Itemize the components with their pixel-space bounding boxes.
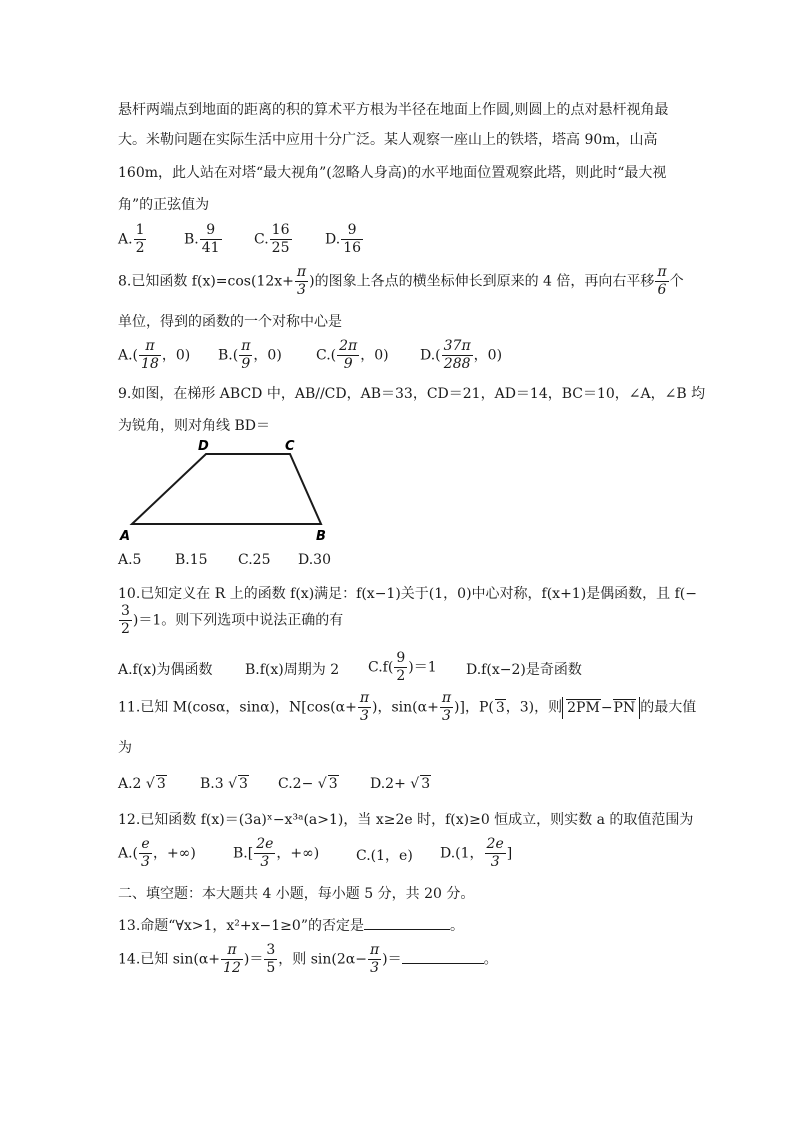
q10-option-d[interactable]: D.f(x−2)是奇函数: [466, 662, 582, 678]
q11-stem-line2: 为: [118, 740, 132, 756]
q9-option-c[interactable]: C.25: [238, 552, 271, 568]
q7-text-line3: 160m，此人站在对塔“最大视角”(忽略人身高)的水平地面位置观察此塔，则此时“最大视: [118, 165, 667, 181]
q11-option-b[interactable]: B.3 √ 3: [200, 776, 248, 792]
q8-stem-line1: 8.已知函数 f(x)=cos(12x+ $\frac{\pi}{3}$ )的图象上各点的横坐标伸长到原来的 4 倍，再向右平移 $\frac{\pi}{6}$ 个: [118, 264, 684, 298]
q9-trapezoid-figure: [118, 436, 328, 544]
q7-text-line4: 角”的正弦值为: [118, 197, 210, 213]
q7-option-d[interactable]: D. $\frac{9}{16}$: [325, 222, 362, 256]
q12-option-b[interactable]: B.[ $\frac{2e}{3}$ ，+∞): [233, 836, 320, 870]
q9-option-d[interactable]: D.30: [298, 552, 331, 568]
vector-abs-expression: 2PM−PN: [562, 697, 640, 719]
q8-option-a[interactable]: A.( $\frac{\pi}{18}$ ，0): [118, 338, 191, 372]
q13-answer-blank[interactable]: [364, 915, 450, 930]
vertex-label-a: A: [120, 529, 131, 544]
q12-option-c[interactable]: C.(1，e): [356, 848, 413, 864]
trapezoid-shape: [132, 454, 321, 524]
q13-stem: 13.命题“∀x>1，x²+x−1≥0”的否定是 。: [118, 915, 464, 936]
q8-stem-line2: 单位，得到的函数的一个对称中心是: [118, 314, 342, 330]
q9-option-a[interactable]: A.5: [118, 552, 142, 568]
q10-option-c[interactable]: C.f( $\frac{9}{2}$ )＝1: [368, 650, 437, 684]
q14-stem: 14.已知 sin(α+ $\frac{\pi}{12}$ )＝ $\frac{3}{5}$ ，则 sin(2α− $\frac{\pi}{3}$ )＝ 。: [118, 942, 498, 976]
q8-option-d[interactable]: D.( $\frac{37\pi}{288}$ ，0): [420, 338, 503, 372]
q7-option-b[interactable]: B. $\frac{9}{41}$: [184, 222, 220, 256]
vertex-label-c: C: [285, 439, 295, 454]
q8-option-c[interactable]: C.( $\frac{2\pi}{9}$ ，0): [316, 338, 389, 372]
q8-option-b[interactable]: B.( $\frac{\pi}{9}$ ，0): [218, 338, 282, 372]
q10-option-b[interactable]: B.f(x)周期为 2: [245, 662, 340, 678]
q9-stem-line2: 为锐角，则对角线 BD＝: [118, 418, 270, 434]
q12-option-d[interactable]: D.(1， $\frac{2e}{3}$ ]: [440, 836, 513, 870]
q10-stem-line2: $\frac{3}{2}$ )＝1。则下列选项中说法正确的有: [121, 603, 344, 637]
q7-option-c[interactable]: C. $\frac{16}{25}$: [254, 222, 290, 256]
q9-stem-line1: 9.如图，在梯形 ABCD 中，AB//CD，AB＝33，CD＝21，AD＝14，BC＝10，∠A，∠B 均: [118, 386, 706, 402]
q7-option-a[interactable]: A. $\frac{1}{2}$: [118, 222, 145, 256]
q10-stem-line1: 10.已知定义在 R 上的函数 f(x)满足：f(x−1)关于(1，0)中心对称，f(x+1)是偶函数，且 f(−: [118, 586, 697, 602]
section-2-heading: 二、填空题：本大题共 4 小题，每小题 5 分，共 20 分。: [118, 886, 475, 902]
q12-stem: 12.已知函数 f(x)＝(3a)ˣ−x³ᵃ(a>1)，当 x≥2e 时，f(x)≥0 恒成立，则实数 a 的取值范围为: [118, 812, 694, 828]
vertex-label-d: D: [198, 439, 209, 454]
q11-option-c[interactable]: C.2− √ 3: [278, 776, 338, 792]
q7-text-line2: 大。米勒问题在实际生活中应用十分广泛。某人观察一座山上的铁塔，塔高 90m，山高: [118, 132, 658, 148]
q7-text-line1: 悬杆两端点到地面的距离的积的算术平方根为半径在地面上作圆,则圆上的点对悬杆视角最: [118, 102, 669, 118]
q11-option-d[interactable]: D.2+ √ 3: [370, 776, 431, 792]
q10-option-a[interactable]: A.f(x)为偶函数: [118, 662, 213, 678]
q14-answer-blank[interactable]: [402, 949, 484, 964]
q9-option-b[interactable]: B.15: [175, 552, 208, 568]
q12-option-a[interactable]: A.( $\frac{e}{3}$ ，+∞): [118, 836, 196, 870]
q11-option-a[interactable]: A.2 √ 3: [118, 776, 166, 792]
vertex-label-b: B: [316, 529, 326, 544]
q11-stem-line1: 11.已知 M(cosα，sinα)，N[cos(α+ $\frac{\pi}{3}$ )，sin(α+ $\frac{\pi}{3}$ )]，P( 3，3)，则 2PM−PN 的最大值: [118, 690, 697, 724]
